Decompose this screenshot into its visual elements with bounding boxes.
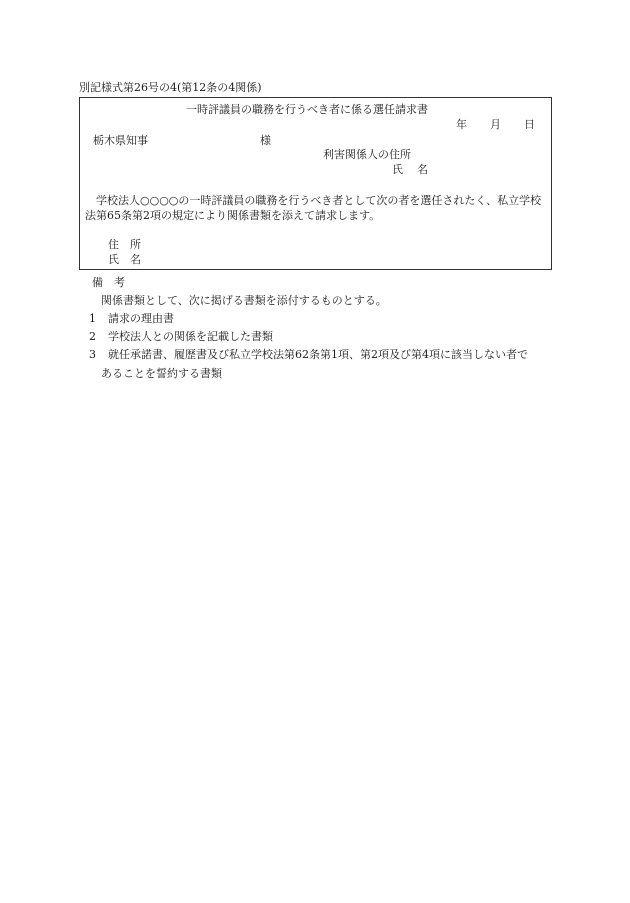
remarks-item-continuation: あることを誓約する書類 (101, 367, 222, 380)
form-frame (79, 97, 552, 270)
remarks-heading: 備 考 (92, 276, 125, 289)
remarks-item: 2 学校法人との関係を記載した書類 (89, 330, 273, 343)
request-body-text: 学校法人○○○○の一時評議員の職務を行うべき者として次の者を選任されたく、私立学校法第65条第2項の規定により関係書類を添えて請求します。 (85, 194, 542, 222)
date-day-label: 日 (524, 118, 535, 131)
remarks-item: 1 請求の理由書 (89, 312, 174, 325)
applicant-name-label: 氏 名 (392, 163, 428, 176)
applicant-address-label: 利害関係人の住所 (323, 148, 411, 161)
form-title: 一時評議員の職務を行うべき者に係る選任請求書 (186, 103, 428, 116)
addressee: 栃木県知事 (93, 134, 148, 147)
nominee-name-label: 氏 名 (108, 253, 141, 266)
remarks-item: 3 就任承諾書、履歴書及び私立学校法第62条第1項、第2項及び第4項に該当しない者で (89, 348, 528, 361)
form-number-label: 別記様式第26号の4(第12条の4関係) (79, 81, 262, 94)
date-month-label: 月 (490, 118, 501, 131)
nominee-address-label: 住 所 (108, 238, 141, 251)
remarks-intro: 関係書類として、次に掲げる書類を添付するものとする。 (101, 294, 387, 307)
date-year-label: 年 (456, 118, 467, 131)
addressee-honorific: 様 (260, 134, 271, 147)
